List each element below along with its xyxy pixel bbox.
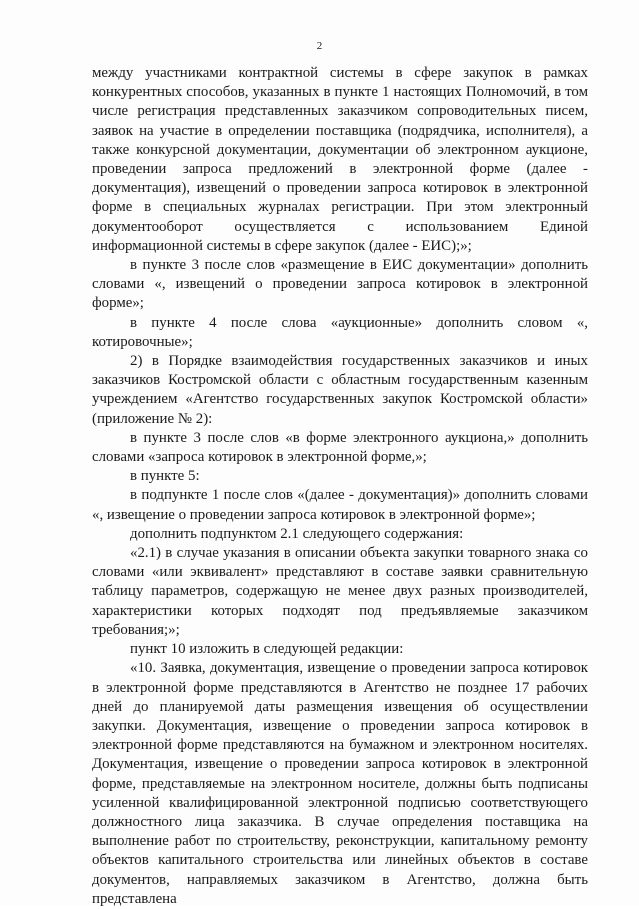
paragraph-procedure-2: 2) в Порядке взаимодействия государственных заказчиков и иных заказчиков Костромской области с областным государственным казенным учреждением «Агентство государственных закупок Костромской области» (приложение № 2): (92, 353, 588, 427)
paragraph-subpoint-1: в подпункте 1 после слов «(далее - документация)» дополнить словами «, извещение о проведении запроса котировок в электронной форме»; (92, 487, 588, 523)
paragraph-point-10-heading: пункт 10 изложить в следующей редакции: (130, 641, 404, 658)
paragraph-point-4: в пункте 4 после слова «аукционные» дополнить словом «, котировочные»; (92, 314, 588, 350)
paragraph-procedure-point-3: в пункте 3 после слов «в форме электронного аукциона,» дополнить словами «запроса котировок в электронной форме,»; (92, 429, 588, 466)
paragraph-add-subpoint: дополнить подпунктом 2.1 следующего содержания: (130, 525, 464, 542)
paragraph-point-3: в пункте 3 после слов «размещение в ЕИС документации» дополнить словами «, извещений о проведении запроса котировок в электронной форме»; (92, 257, 588, 312)
document-body (92, 64, 588, 909)
paragraph-point-5: в пункте 5: (130, 468, 200, 485)
page-number: 2 (316, 40, 323, 52)
paragraph-registration: между участниками контрактной системы в сфере закупок в рамках конкурентных способов, указанных в пункте 1 настоящих Полномочий, в том числе регистрация представленных заказчиком сопроводительных писем, заявок на участие в определении поставщика (подрядчика, исполнителя), а также конкурсной документации, документации об электронном аукционе, проведении запроса предложений в электронной форме (далее - документация), извещений о проведении запроса котировок в электронной форме в специальных журналах регистрации. При этом электронный документооборот осуществляется с использованием Единой информационной системы в сфере закупок (далее - ЕИС);»; (92, 65, 588, 254)
paragraph-point-10-text: «10. Заявка, документация, извещение о проведении запроса котировок в электронной форме представляются в Агентство не позднее 17 рабочих дней до планируемой даты размещения извещения об осуществлении закупки. Документация, извещение о проведении запроса котировок в электронной форме представляются на бумажном и электронном носителях. Документация, извещение о проведении запроса котировок в электронной форме, представляемые на электронном носителе, должны быть подписаны усиленной квалифицированной электронной подписью соответствующего должностного лица заказчика. В случае определения поставщика на выполнение работ по строительству, реконструкции, капитальному ремонту объектов капитального строительства или линейных объектов в составе документов, направляемых заказчиком в Агентство, должна быть представлена (92, 660, 588, 907)
paragraph-subpoint-2-1: «2.1) в случае указания в описании объекта закупки товарного знака со словами «или эквивалент» представляют в составе заявки сравнительную таблицу параметров, содержащую не менее двух разных производителей, характеристики которых подходят под предъявляемые заказчиком требования;»; (92, 545, 588, 638)
